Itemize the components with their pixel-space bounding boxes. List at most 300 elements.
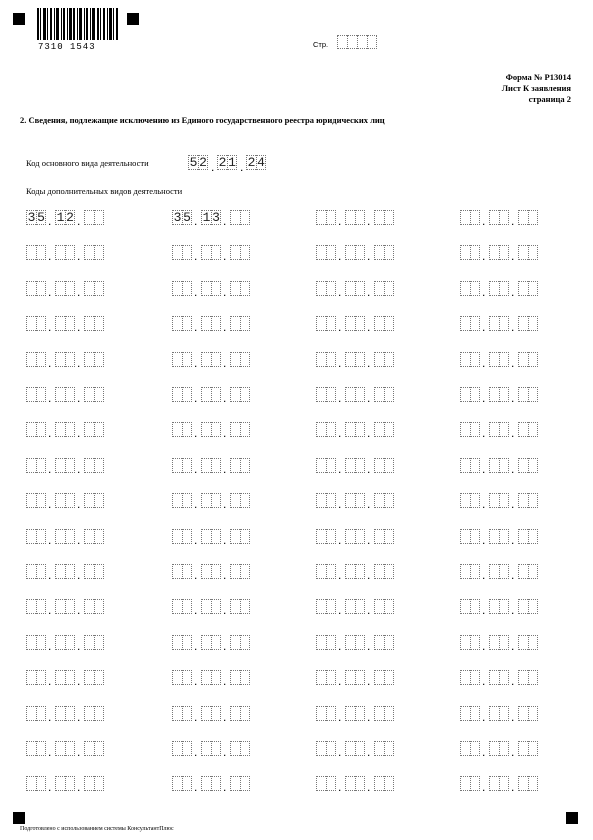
additional-activity-code-field[interactable]: [26, 776, 146, 792]
code-group[interactable]: [316, 422, 336, 437]
code-cell[interactable]: [470, 564, 480, 579]
code-group[interactable]: [489, 210, 509, 225]
code-cell[interactable]: [528, 458, 538, 473]
additional-activity-code-field[interactable]: [26, 599, 146, 615]
code-cell[interactable]: [355, 493, 365, 508]
code-cell[interactable]: [172, 741, 182, 756]
code-cell[interactable]: [182, 741, 192, 756]
code-cell[interactable]: [345, 564, 355, 579]
code-group[interactable]: [316, 352, 336, 367]
code-cell[interactable]: [470, 210, 480, 225]
code-cell[interactable]: [55, 635, 65, 650]
code-cell[interactable]: [26, 387, 36, 402]
code-group[interactable]: [26, 564, 46, 579]
code-group[interactable]: [84, 281, 104, 296]
code-cell[interactable]: [528, 245, 538, 260]
code-group[interactable]: [345, 458, 365, 473]
code-cell[interactable]: [172, 281, 182, 296]
additional-activity-code-field[interactable]: [316, 493, 436, 509]
additional-activity-code-field[interactable]: [316, 529, 436, 545]
code-cell[interactable]: [65, 352, 75, 367]
code-cell[interactable]: [374, 316, 384, 331]
code-cell[interactable]: [355, 706, 365, 721]
code-cell[interactable]: [230, 422, 240, 437]
code-cell[interactable]: [518, 635, 528, 650]
code-cell[interactable]: [201, 670, 211, 685]
code-cell[interactable]: [84, 599, 94, 614]
code-group[interactable]: [345, 245, 365, 260]
code-group[interactable]: [201, 493, 221, 508]
code-cell[interactable]: [201, 387, 211, 402]
code-cell[interactable]: [201, 529, 211, 544]
code-group[interactable]: [518, 741, 538, 756]
additional-activity-code-field[interactable]: [316, 387, 436, 403]
code-cell[interactable]: 1: [228, 155, 236, 170]
code-cell[interactable]: [316, 458, 326, 473]
code-cell[interactable]: [489, 281, 499, 296]
code-cell[interactable]: [211, 776, 221, 791]
code-group[interactable]: [172, 352, 192, 367]
code-group[interactable]: [172, 422, 192, 437]
code-group[interactable]: [316, 670, 336, 685]
code-cell[interactable]: [84, 564, 94, 579]
code-cell[interactable]: [489, 635, 499, 650]
code-cell[interactable]: [240, 210, 250, 225]
additional-activity-code-field[interactable]: [316, 281, 436, 297]
code-cell[interactable]: [201, 493, 211, 508]
code-group[interactable]: [460, 706, 480, 721]
code-cell[interactable]: [374, 599, 384, 614]
code-cell[interactable]: [172, 706, 182, 721]
code-group[interactable]: [460, 529, 480, 544]
code-cell[interactable]: [94, 529, 104, 544]
code-cell[interactable]: [316, 245, 326, 260]
code-cell[interactable]: [55, 564, 65, 579]
code-cell[interactable]: [489, 776, 499, 791]
additional-activity-code-field[interactable]: [172, 776, 292, 792]
code-cell[interactable]: [355, 776, 365, 791]
code-cell[interactable]: [528, 564, 538, 579]
code-cell[interactable]: 3: [212, 210, 220, 225]
additional-activity-code-field[interactable]: [26, 670, 146, 686]
code-cell[interactable]: [201, 422, 211, 437]
code-cell[interactable]: [211, 422, 221, 437]
code-cell[interactable]: [240, 776, 250, 791]
code-cell[interactable]: [211, 564, 221, 579]
code-group[interactable]: [316, 706, 336, 721]
code-group[interactable]: [316, 635, 336, 650]
code-group[interactable]: [26, 670, 46, 685]
code-cell[interactable]: [470, 741, 480, 756]
code-cell[interactable]: [230, 741, 240, 756]
code-group[interactable]: [55, 776, 75, 791]
code-cell[interactable]: [211, 741, 221, 756]
code-cell[interactable]: [460, 352, 470, 367]
code-cell[interactable]: [384, 564, 394, 579]
code-cell[interactable]: [374, 564, 384, 579]
code-group[interactable]: [55, 670, 75, 685]
code-group[interactable]: [518, 599, 538, 614]
code-cell[interactable]: [94, 245, 104, 260]
code-cell[interactable]: [528, 316, 538, 331]
additional-activity-code-field[interactable]: [316, 422, 436, 438]
code-cell[interactable]: [460, 281, 470, 296]
code-cell[interactable]: [499, 741, 509, 756]
code-cell[interactable]: [26, 635, 36, 650]
code-cell[interactable]: [518, 245, 528, 260]
code-cell[interactable]: [55, 387, 65, 402]
code-group[interactable]: [230, 245, 250, 260]
code-group[interactable]: [316, 599, 336, 614]
code-group[interactable]: [55, 529, 75, 544]
code-group[interactable]: [172, 776, 192, 791]
code-cell[interactable]: [240, 422, 250, 437]
additional-activity-code-field[interactable]: [460, 635, 580, 651]
code-cell[interactable]: [460, 564, 470, 579]
main-activity-code-group-1[interactable]: [188, 155, 208, 170]
code-cell[interactable]: [211, 352, 221, 367]
additional-activity-code-field[interactable]: [316, 316, 436, 332]
code-cell[interactable]: [345, 529, 355, 544]
code-group[interactable]: [316, 387, 336, 402]
code-cell[interactable]: [355, 352, 365, 367]
code-cell[interactable]: [326, 281, 336, 296]
code-group[interactable]: [55, 281, 75, 296]
code-cell[interactable]: [65, 741, 75, 756]
code-cell[interactable]: [528, 352, 538, 367]
code-cell[interactable]: [55, 599, 65, 614]
code-group[interactable]: [55, 458, 75, 473]
code-cell[interactable]: [316, 387, 326, 402]
code-cell[interactable]: [326, 670, 336, 685]
code-cell[interactable]: [499, 210, 509, 225]
code-group[interactable]: [230, 706, 250, 721]
code-cell[interactable]: [470, 458, 480, 473]
code-cell[interactable]: [172, 458, 182, 473]
code-cell[interactable]: [489, 599, 499, 614]
code-cell[interactable]: [460, 493, 470, 508]
code-cell[interactable]: [326, 564, 336, 579]
code-group[interactable]: [84, 741, 104, 756]
code-group[interactable]: [345, 635, 365, 650]
code-cell[interactable]: [460, 706, 470, 721]
code-cell[interactable]: [499, 387, 509, 402]
code-group[interactable]: [172, 210, 192, 225]
code-cell[interactable]: [240, 316, 250, 331]
code-group[interactable]: [26, 352, 46, 367]
code-cell[interactable]: [230, 210, 240, 225]
code-cell[interactable]: [326, 316, 336, 331]
code-group[interactable]: [84, 776, 104, 791]
code-group[interactable]: [489, 458, 509, 473]
code-cell[interactable]: [489, 316, 499, 331]
code-group[interactable]: [316, 564, 336, 579]
code-cell[interactable]: [94, 706, 104, 721]
code-cell[interactable]: [36, 422, 46, 437]
code-group[interactable]: [374, 741, 394, 756]
code-cell[interactable]: [55, 352, 65, 367]
code-cell[interactable]: [470, 387, 480, 402]
code-group[interactable]: [55, 210, 75, 225]
code-cell[interactable]: [182, 316, 192, 331]
code-cell[interactable]: [345, 458, 355, 473]
code-cell[interactable]: [316, 210, 326, 225]
code-cell[interactable]: [355, 564, 365, 579]
code-cell[interactable]: 2: [199, 155, 207, 170]
code-cell[interactable]: [518, 493, 528, 508]
code-group[interactable]: [26, 635, 46, 650]
code-group[interactable]: [374, 352, 394, 367]
code-group[interactable]: [201, 670, 221, 685]
code-cell[interactable]: [384, 635, 394, 650]
code-cell[interactable]: [489, 741, 499, 756]
additional-activity-code-field[interactable]: [172, 422, 292, 438]
code-group[interactable]: [26, 776, 46, 791]
code-group[interactable]: [460, 210, 480, 225]
additional-activity-code-field[interactable]: [316, 635, 436, 651]
code-group[interactable]: [489, 281, 509, 296]
code-cell[interactable]: [326, 387, 336, 402]
code-group[interactable]: [374, 776, 394, 791]
code-group[interactable]: [316, 529, 336, 544]
additional-activity-code-field[interactable]: [172, 281, 292, 297]
code-cell[interactable]: [470, 599, 480, 614]
code-group[interactable]: [55, 635, 75, 650]
code-cell[interactable]: [528, 387, 538, 402]
additional-activity-code-field[interactable]: [172, 245, 292, 261]
code-cell[interactable]: [55, 741, 65, 756]
code-cell[interactable]: [316, 493, 326, 508]
code-cell[interactable]: [384, 493, 394, 508]
additional-activity-code-field[interactable]: [460, 245, 580, 261]
code-group[interactable]: [172, 529, 192, 544]
code-cell[interactable]: [345, 210, 355, 225]
code-cell[interactable]: [84, 529, 94, 544]
code-group[interactable]: [84, 670, 104, 685]
additional-activity-code-field[interactable]: [26, 281, 146, 297]
code-cell[interactable]: [240, 352, 250, 367]
code-group[interactable]: [230, 316, 250, 331]
code-cell[interactable]: [65, 316, 75, 331]
code-cell[interactable]: [374, 281, 384, 296]
code-cell[interactable]: [460, 387, 470, 402]
code-cell[interactable]: [384, 529, 394, 544]
code-group[interactable]: [345, 493, 365, 508]
additional-activity-code-field[interactable]: [460, 706, 580, 722]
code-group[interactable]: [460, 564, 480, 579]
code-cell[interactable]: [182, 281, 192, 296]
code-cell[interactable]: [345, 706, 355, 721]
code-group[interactable]: [55, 422, 75, 437]
code-cell[interactable]: [201, 599, 211, 614]
code-cell[interactable]: [374, 529, 384, 544]
additional-activity-code-field[interactable]: [26, 741, 146, 757]
code-cell[interactable]: [26, 599, 36, 614]
code-group[interactable]: [172, 635, 192, 650]
additional-activity-code-field[interactable]: [316, 245, 436, 261]
code-cell[interactable]: [201, 741, 211, 756]
code-cell[interactable]: [240, 281, 250, 296]
code-cell[interactable]: [65, 564, 75, 579]
code-cell[interactable]: [345, 352, 355, 367]
code-group[interactable]: [345, 281, 365, 296]
code-cell[interactable]: [36, 599, 46, 614]
code-group[interactable]: [26, 529, 46, 544]
code-group[interactable]: [84, 245, 104, 260]
code-cell[interactable]: [470, 776, 480, 791]
code-cell[interactable]: [182, 599, 192, 614]
code-cell[interactable]: [345, 635, 355, 650]
code-cell[interactable]: [26, 741, 36, 756]
code-cell[interactable]: [182, 422, 192, 437]
code-cell[interactable]: [316, 741, 326, 756]
code-cell[interactable]: [94, 316, 104, 331]
code-cell[interactable]: 5: [37, 210, 45, 225]
additional-activity-code-field[interactable]: [172, 387, 292, 403]
code-cell[interactable]: [470, 422, 480, 437]
code-group[interactable]: [84, 387, 104, 402]
code-cell[interactable]: [460, 245, 470, 260]
code-group[interactable]: [55, 352, 75, 367]
code-cell[interactable]: [240, 387, 250, 402]
code-cell[interactable]: [201, 316, 211, 331]
additional-activity-code-field[interactable]: [460, 352, 580, 368]
code-cell[interactable]: [384, 741, 394, 756]
code-cell[interactable]: [230, 635, 240, 650]
code-group[interactable]: [84, 564, 104, 579]
code-cell[interactable]: [528, 599, 538, 614]
code-cell[interactable]: [499, 564, 509, 579]
code-cell[interactable]: [26, 564, 36, 579]
code-cell[interactable]: [518, 599, 528, 614]
code-group[interactable]: [172, 281, 192, 296]
code-cell[interactable]: [65, 422, 75, 437]
code-cell[interactable]: [211, 670, 221, 685]
code-cell[interactable]: [384, 706, 394, 721]
code-cell[interactable]: [499, 776, 509, 791]
code-group[interactable]: [518, 670, 538, 685]
code-cell[interactable]: [470, 316, 480, 331]
code-cell[interactable]: [326, 352, 336, 367]
code-cell[interactable]: [94, 670, 104, 685]
code-cell[interactable]: [499, 458, 509, 473]
code-group[interactable]: [489, 599, 509, 614]
code-cell[interactable]: [230, 599, 240, 614]
code-cell[interactable]: [230, 529, 240, 544]
code-group[interactable]: [518, 352, 538, 367]
code-cell[interactable]: [182, 245, 192, 260]
additional-activity-code-field[interactable]: [460, 741, 580, 757]
code-cell[interactable]: [345, 493, 355, 508]
code-cell[interactable]: [518, 458, 528, 473]
code-group[interactable]: [489, 352, 509, 367]
code-cell[interactable]: [94, 741, 104, 756]
additional-activity-code-field[interactable]: [172, 493, 292, 509]
code-group[interactable]: [345, 564, 365, 579]
code-cell[interactable]: [355, 281, 365, 296]
code-cell[interactable]: [384, 776, 394, 791]
code-cell[interactable]: [201, 776, 211, 791]
code-group[interactable]: [489, 422, 509, 437]
code-group[interactable]: [201, 599, 221, 614]
code-group[interactable]: [518, 564, 538, 579]
code-cell[interactable]: [499, 599, 509, 614]
code-group[interactable]: [55, 245, 75, 260]
code-group[interactable]: [172, 564, 192, 579]
additional-activity-code-field[interactable]: [172, 706, 292, 722]
additional-activity-code-field[interactable]: [460, 458, 580, 474]
code-cell[interactable]: [460, 670, 470, 685]
additional-activity-code-field[interactable]: [26, 210, 146, 226]
code-cell[interactable]: [518, 529, 528, 544]
code-cell[interactable]: [172, 316, 182, 331]
code-cell[interactable]: [499, 245, 509, 260]
code-cell[interactable]: [230, 281, 240, 296]
code-cell[interactable]: [26, 316, 36, 331]
code-cell[interactable]: [26, 352, 36, 367]
additional-activity-code-field[interactable]: [460, 670, 580, 686]
code-cell[interactable]: [384, 458, 394, 473]
code-cell[interactable]: [489, 352, 499, 367]
additional-activity-code-field[interactable]: [172, 670, 292, 686]
code-cell[interactable]: [240, 564, 250, 579]
code-group[interactable]: [201, 281, 221, 296]
code-group[interactable]: [316, 210, 336, 225]
code-group[interactable]: [230, 210, 250, 225]
additional-activity-code-field[interactable]: [172, 316, 292, 332]
code-group[interactable]: [172, 493, 192, 508]
code-cell[interactable]: [182, 564, 192, 579]
code-cell[interactable]: [84, 352, 94, 367]
code-group[interactable]: [26, 210, 46, 225]
code-cell[interactable]: [201, 458, 211, 473]
code-cell[interactable]: 5: [183, 210, 191, 225]
code-group[interactable]: [460, 281, 480, 296]
code-group[interactable]: [316, 316, 336, 331]
code-group[interactable]: [460, 493, 480, 508]
code-cell[interactable]: [65, 670, 75, 685]
code-cell[interactable]: [460, 529, 470, 544]
code-cell[interactable]: [489, 493, 499, 508]
code-cell[interactable]: [528, 422, 538, 437]
code-group[interactable]: [345, 599, 365, 614]
code-cell[interactable]: [84, 776, 94, 791]
code-group[interactable]: [489, 776, 509, 791]
code-cell[interactable]: [26, 493, 36, 508]
code-group[interactable]: [345, 670, 365, 685]
code-cell[interactable]: [518, 670, 528, 685]
code-cell[interactable]: [374, 210, 384, 225]
code-group[interactable]: [345, 776, 365, 791]
code-group[interactable]: [518, 245, 538, 260]
code-cell[interactable]: [345, 245, 355, 260]
code-group[interactable]: [201, 458, 221, 473]
code-cell[interactable]: [182, 776, 192, 791]
code-group[interactable]: [374, 245, 394, 260]
code-cell[interactable]: [230, 458, 240, 473]
code-cell[interactable]: [470, 670, 480, 685]
code-group[interactable]: [172, 599, 192, 614]
code-cell[interactable]: [355, 387, 365, 402]
code-cell[interactable]: [84, 741, 94, 756]
code-cell[interactable]: [230, 564, 240, 579]
code-group[interactable]: [345, 529, 365, 544]
additional-activity-code-field[interactable]: [316, 599, 436, 615]
code-cell[interactable]: [211, 599, 221, 614]
code-group[interactable]: [489, 245, 509, 260]
code-group[interactable]: [374, 387, 394, 402]
code-group[interactable]: [26, 493, 46, 508]
